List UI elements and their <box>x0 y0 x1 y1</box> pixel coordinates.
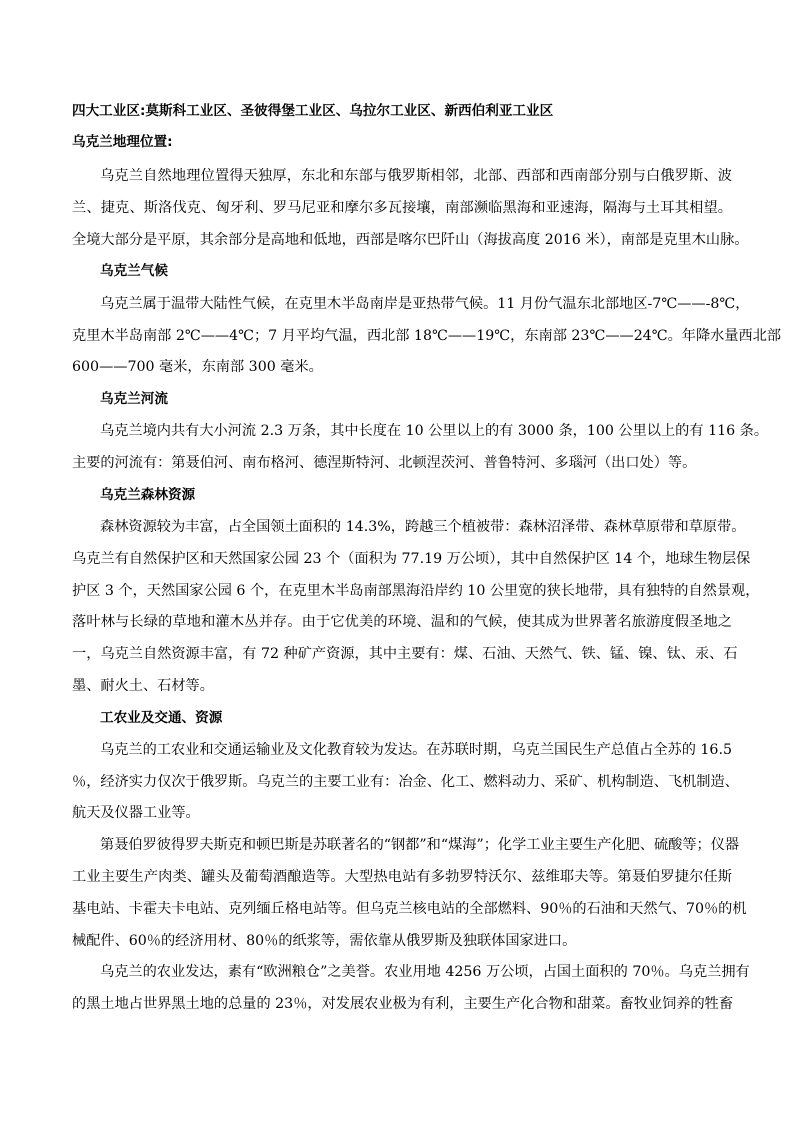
paragraph-line: 乌克兰的工农业和交通运输业及文化教育较为发达。在苏联时期，乌克兰国民生产总值占全苏的 16.5 <box>100 742 732 758</box>
paragraph-line: 基电站、卡霍夫卡电站、克列缅丘格电站等。但乌克兰核电站的全部燃料、90％的石油和天然气、70％的机 <box>72 901 747 917</box>
paragraph-line: 墨、耐火土、石材等。 <box>72 678 214 694</box>
paragraph-line: 乌克兰属于温带大陆性气候，在克里木半岛南岸是亚热带气候。11 月份气温东北部地区-7℃——-8℃， <box>100 296 750 312</box>
paragraph-line: 克里木半岛南部 2℃——4℃；7 月平均气温，西北部 18℃——19℃，东南部 23℃——24℃。年降水量西北部 <box>72 328 782 344</box>
paragraph-line: 兰、捷克、斯洛伐克、匈牙利、罗马尼亚和摩尔多瓦接壤，南部濒临黑海和亚速海，隔海与土耳其相望。 <box>72 200 732 216</box>
paragraph-line: 第聂伯罗彼得罗夫斯克和顿巴斯是苏联著名的“钢都”和“煤海”；化学工业主要生产化肥、硫酸等；仪器 <box>100 837 740 853</box>
paragraph-line: 乌克兰自然地理位置得天独厚，东北和东部与俄罗斯相邻，北部、西部和西南部分别与白俄罗斯、波 <box>100 168 732 184</box>
paragraph-line: 护区 3 个，天然国家公园 6 个，在克里木半岛南部黑海沿岸约 10 公里宽的狭长地带，具有独特的自然景观， <box>72 583 760 599</box>
heading-geography: 乌克兰地理位置: <box>72 134 173 150</box>
paragraph-line: 一，乌克兰自然资源丰富，有 72 种矿产资源，其中主要有：煤、石油、天然气、铁、锰、镍、钛、汞、石 <box>72 646 738 662</box>
paragraph-line: ％，经济实力仅次于俄罗斯。乌克兰的主要工业有：冶金、化工、燃料动力、采矿、机构制造、飞机制造、 <box>72 774 739 790</box>
paragraph-line: 乌克兰境内共有大小河流 2.3 万条，其中长度在 10 公里以上的有 3000 条，100 公里以上的有 116 条。 <box>100 423 769 439</box>
heading-climate: 乌克兰气候 <box>100 263 168 279</box>
paragraph-line: 械配件、60％的经济用材、80％的纸浆等，需依靠从俄罗斯及独联体国家进口。 <box>72 933 577 949</box>
paragraph-line: 森林资源较为丰富，占全国领土面积的 14.3%，跨越三个植被带：森林沼泽带、森林草原带和草原带。 <box>100 519 746 535</box>
paragraph-line: 乌克兰的农业发达，素有“欧洲粮仓”之美誉。农业用地 4256 万公顷，占国土面积的 70％。乌克兰拥有 <box>100 964 750 980</box>
heading-forest: 乌克兰森林资源 <box>100 487 196 503</box>
paragraph-line: 全境大部分是平原，其余部分是高地和低地，西部是喀尔巴阡山（海拔高度 2016 米），南部是克里木山脉。 <box>72 232 749 248</box>
heading-rivers: 乌克兰河流 <box>100 391 168 407</box>
paragraph-line: 主要的河流有：第聂伯河、南布格河、德涅斯特河、北顿涅茨河、普鲁特河、多瑙河（出口处）等。 <box>72 455 697 471</box>
paragraph-line: 落叶林与长绿的草地和灌木丛并存。由于它优美的环境、温和的气候，使其成为世界著名旅游度假圣地之 <box>72 614 732 630</box>
paragraph-line: 600——700 毫米，东南部 300 毫米。 <box>72 359 323 375</box>
paragraph-line: 的黑土地占世界黑土地的总量的 23％，对发展农业极为有利，主要生产化合物和甜菜。畜牧业饲养的牲畜 <box>72 996 734 1012</box>
industrial-zones-line: 四大工业区:莫斯科工业区、圣彼得堡工业区、乌拉尔工业区、新西伯利亚工业区 <box>72 103 554 119</box>
paragraph-line: 航天及仪器工业等。 <box>72 805 200 821</box>
paragraph-line: 工业主要生产肉类、罐头及葡萄酒酿造等。大型热电站有多勃罗特沃尔、兹维耶夫等。第聂伯罗捷尔任斯 <box>72 869 732 885</box>
heading-industry: 工农业及交通、资源 <box>100 710 223 726</box>
paragraph-line: 乌克兰有自然保护区和天然国家公园 23 个（面积为 77.19 万公顷），其中自然保护区 14 个，地球生物层保 <box>72 551 751 567</box>
